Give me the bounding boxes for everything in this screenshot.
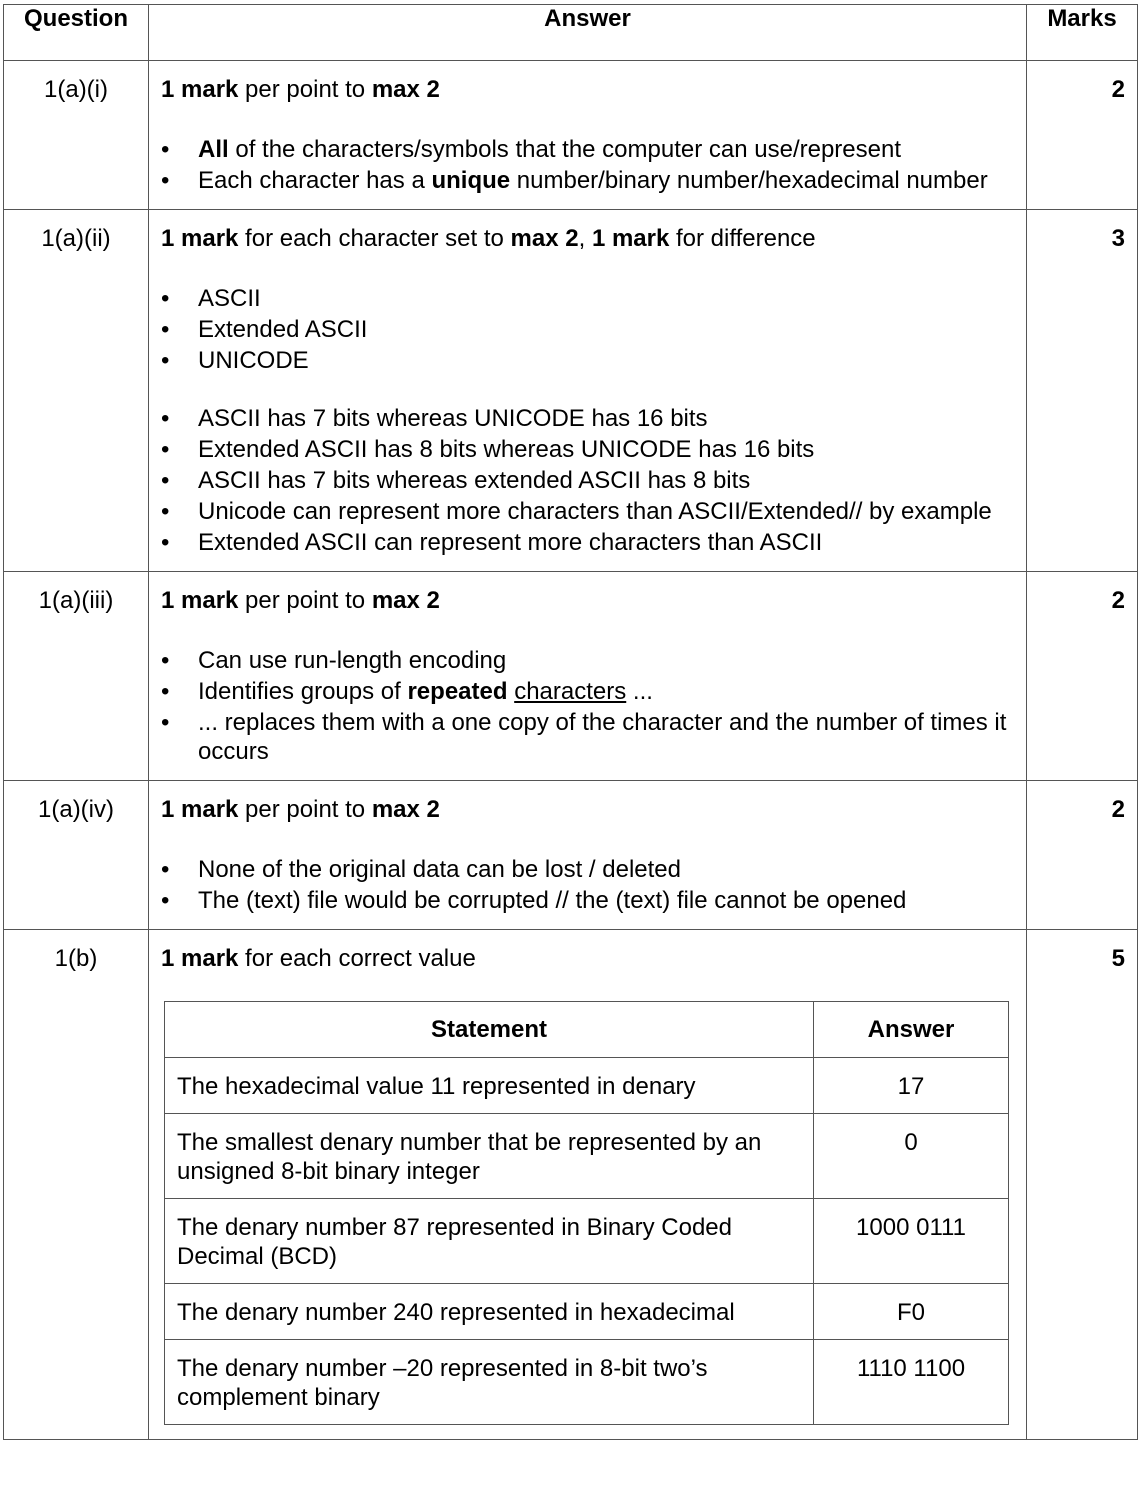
marking-instruction: 1 mark per point to max 2 bbox=[161, 796, 440, 823]
answer-point: • ... replaces them with a one copy of the character and the number of times it occurs bbox=[161, 708, 1016, 766]
difference-item: • ASCII has 7 bits whereas UNICODE has 16 bits bbox=[161, 404, 1016, 433]
answer-point: • Identifies groups of repeated characters ... bbox=[161, 677, 1016, 706]
marking-instruction: 1 mark for each character set to max 2, 1 mark for difference bbox=[161, 225, 816, 252]
question-column-header: Question bbox=[4, 5, 149, 61]
question-row-1aii bbox=[4, 210, 1138, 572]
statement-text: The denary number 87 represented in Binary Coded Decimal (BCD) bbox=[165, 1199, 814, 1284]
answer-point: • Each character has a unique number/binary number/hexadecimal number bbox=[161, 166, 1016, 195]
mark-scheme-table bbox=[3, 4, 1138, 1440]
answer-cell bbox=[149, 930, 1027, 1440]
statement-text: The hexadecimal value 11 represented in denary bbox=[165, 1058, 814, 1114]
statement-answer: 1110 1100 bbox=[814, 1340, 1009, 1425]
marks-value: 2 bbox=[1027, 572, 1138, 781]
statement-answer-table bbox=[164, 1001, 1009, 1425]
marking-instruction: 1 mark per point to max 2 bbox=[161, 587, 440, 614]
marking-instruction: 1 mark for each correct value bbox=[161, 945, 476, 972]
character-set-item: • UNICODE bbox=[161, 346, 1016, 375]
header-row bbox=[4, 5, 1138, 61]
marking-instruction: 1 mark per point to max 2 bbox=[161, 76, 440, 103]
character-set-item: • ASCII bbox=[161, 284, 1016, 313]
marks-value: 3 bbox=[1027, 210, 1138, 572]
answer-point: • The (text) file would be corrupted // the (text) file cannot be opened bbox=[161, 886, 1016, 915]
marks-value: 5 bbox=[1027, 930, 1138, 1440]
character-set-list bbox=[161, 284, 1016, 375]
statement-row bbox=[165, 1058, 1009, 1114]
answer-cell bbox=[149, 572, 1027, 781]
statement-text: The smallest denary number that be represented by an unsigned 8-bit binary integer bbox=[165, 1114, 814, 1199]
statement-text: The denary number 240 represented in hexadecimal bbox=[165, 1284, 814, 1340]
question-row-1ai bbox=[4, 61, 1138, 210]
statement-text: The denary number –20 represented in 8-bit two’s complement binary bbox=[165, 1340, 814, 1425]
difference-item: • ASCII has 7 bits whereas extended ASCII has 8 bits bbox=[161, 466, 1016, 495]
difference-item: • Extended ASCII has 8 bits whereas UNICODE has 16 bits bbox=[161, 435, 1016, 464]
answer-point: • Can use run-length encoding bbox=[161, 646, 1016, 675]
difference-item: • Unicode can represent more characters than ASCII/Extended// by example bbox=[161, 497, 1016, 526]
marks-value: 2 bbox=[1027, 781, 1138, 930]
statement-row bbox=[165, 1114, 1009, 1199]
answer-points bbox=[161, 855, 1016, 915]
statement-answer: F0 bbox=[814, 1284, 1009, 1340]
inner-answer-column-header: Answer bbox=[814, 1002, 1009, 1058]
answer-points bbox=[161, 135, 1016, 195]
answer-cell bbox=[149, 210, 1027, 572]
statement-answer: 17 bbox=[814, 1058, 1009, 1114]
statement-row bbox=[165, 1199, 1009, 1284]
question-row-1aiii bbox=[4, 572, 1138, 781]
question-number: 1(a)(i) bbox=[4, 61, 149, 210]
difference-list bbox=[161, 404, 1016, 557]
marks-column-header: Marks bbox=[1027, 5, 1138, 61]
answer-cell bbox=[149, 781, 1027, 930]
question-row-1aiv bbox=[4, 781, 1138, 930]
question-number: 1(a)(iii) bbox=[4, 572, 149, 781]
answer-cell bbox=[149, 61, 1027, 210]
statement-row bbox=[165, 1340, 1009, 1425]
answer-points bbox=[161, 646, 1016, 766]
answer-point: • None of the original data can be lost / deleted bbox=[161, 855, 1016, 884]
question-row-1b bbox=[4, 930, 1138, 1440]
answer-column-header: Answer bbox=[149, 5, 1027, 61]
question-number: 1(b) bbox=[4, 930, 149, 1440]
character-set-item: • Extended ASCII bbox=[161, 315, 1016, 344]
statement-answer: 0 bbox=[814, 1114, 1009, 1199]
answer-point: • All of the characters/symbols that the computer can use/represent bbox=[161, 135, 1016, 164]
inner-header-row bbox=[165, 1002, 1009, 1058]
statement-column-header: Statement bbox=[165, 1002, 814, 1058]
question-number: 1(a)(iv) bbox=[4, 781, 149, 930]
statement-answer: 1000 0111 bbox=[814, 1199, 1009, 1284]
difference-item: • Extended ASCII can represent more characters than ASCII bbox=[161, 528, 1016, 557]
question-number: 1(a)(ii) bbox=[4, 210, 149, 572]
statement-row bbox=[165, 1284, 1009, 1340]
marks-value: 2 bbox=[1027, 61, 1138, 210]
